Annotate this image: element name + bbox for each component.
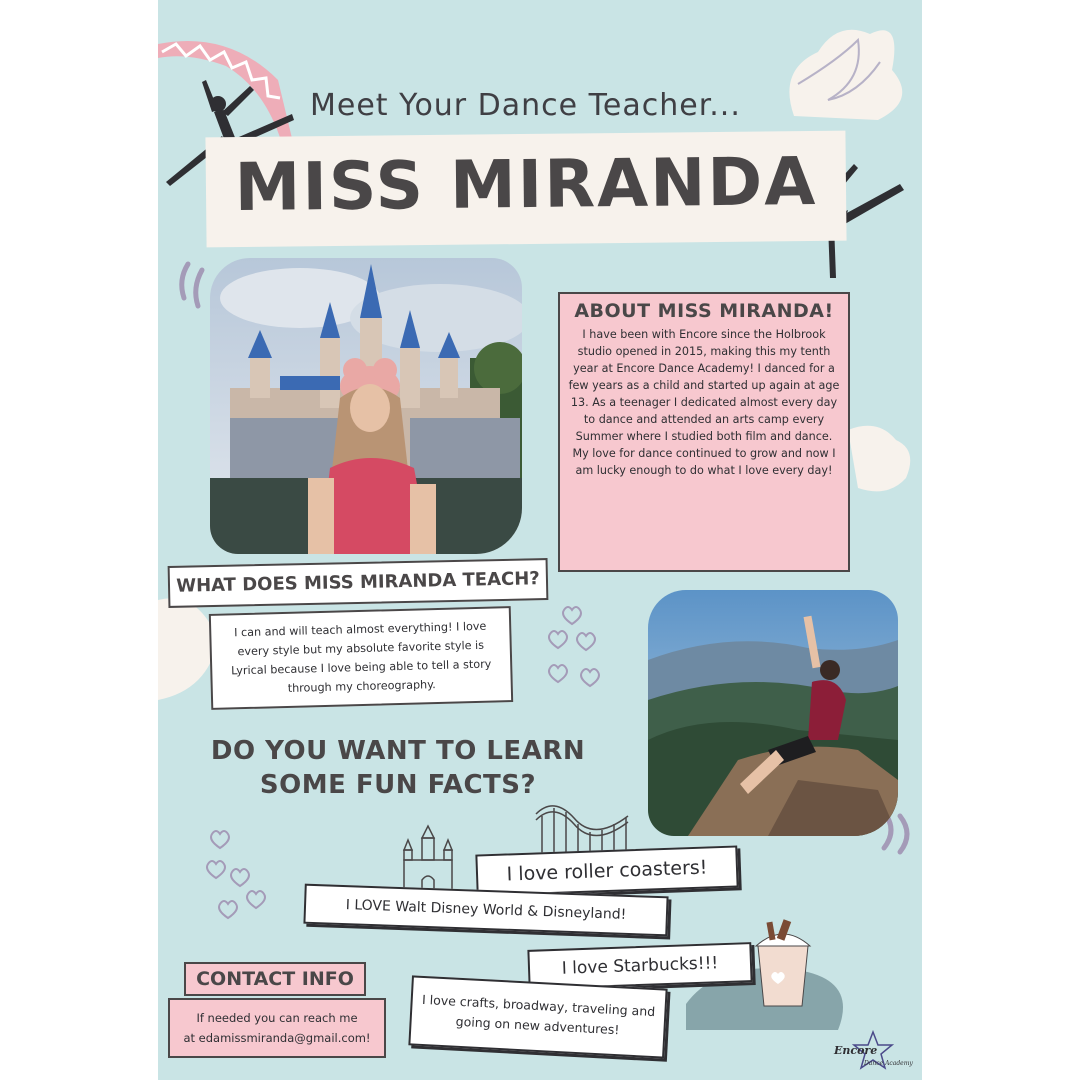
cloud-shape-top [789,30,902,120]
fun-fact-item: I love crafts, broadway, traveling and going on new adventures! [408,975,667,1058]
coffee-cup-icon [748,916,818,1008]
teach-heading: WHAT DOES MISS MIRANDA TEACH? [176,568,540,597]
heart-icon [548,600,608,700]
page-title: MISS MIRANDA [234,142,818,227]
contact-heading-banner [184,962,366,996]
contact-section [168,998,386,1058]
fun-fact-item: I LOVE Walt Disney World & Disneyland! [303,884,668,937]
teach-text: I can and will teach almost everything! I love every style but my absolute favorite style is Lyrical because I love being able to tell a story through my choreography. [230,619,492,695]
about-heading: ABOUT MISS MIRANDA! [574,300,834,322]
page-subtitle: Meet Your Dance Teacher... [310,88,741,123]
cloud-shape-right [848,426,910,492]
logo-subtitle: Dance Academy [864,1060,913,1067]
encore-logo [834,1030,914,1074]
about-section [558,292,850,572]
teach-section [209,606,513,710]
logo-name: Encore [834,1044,878,1057]
teach-heading-banner [168,558,549,608]
about-text: I have been with Encore since the Holbrook studio opened in 2015, making this my tenth year at Encore Dance Academy! I danced for a few years as a child and started up again at age 13. As a teenager I dedicated almost every day to dance and attended an arts camp every Summer where I studied both film and dance. My love for dance continued to grow and now I am lucky enough to do what I love every day! [568,328,840,477]
mountain-photo [648,590,898,836]
poster [158,0,922,1080]
heart-icon [206,824,270,924]
fun-fact-item: I love Starbucks!!! [527,942,752,990]
contact-text: If needed you can reach me at edamissmiranda@gmail.com! [174,1008,380,1048]
contact-heading: CONTACT INFO [196,968,354,990]
fun-fact-item: I love roller coasters! [475,845,738,896]
fun-facts-heading: DO YOU WANT TO LEARN SOME FUN FACTS? [210,736,586,800]
castle-photo [210,258,522,554]
castle-icon [396,824,460,896]
title-banner [205,131,846,248]
contact-email[interactable]: at edamissmiranda@gmail.com! [183,1031,371,1045]
